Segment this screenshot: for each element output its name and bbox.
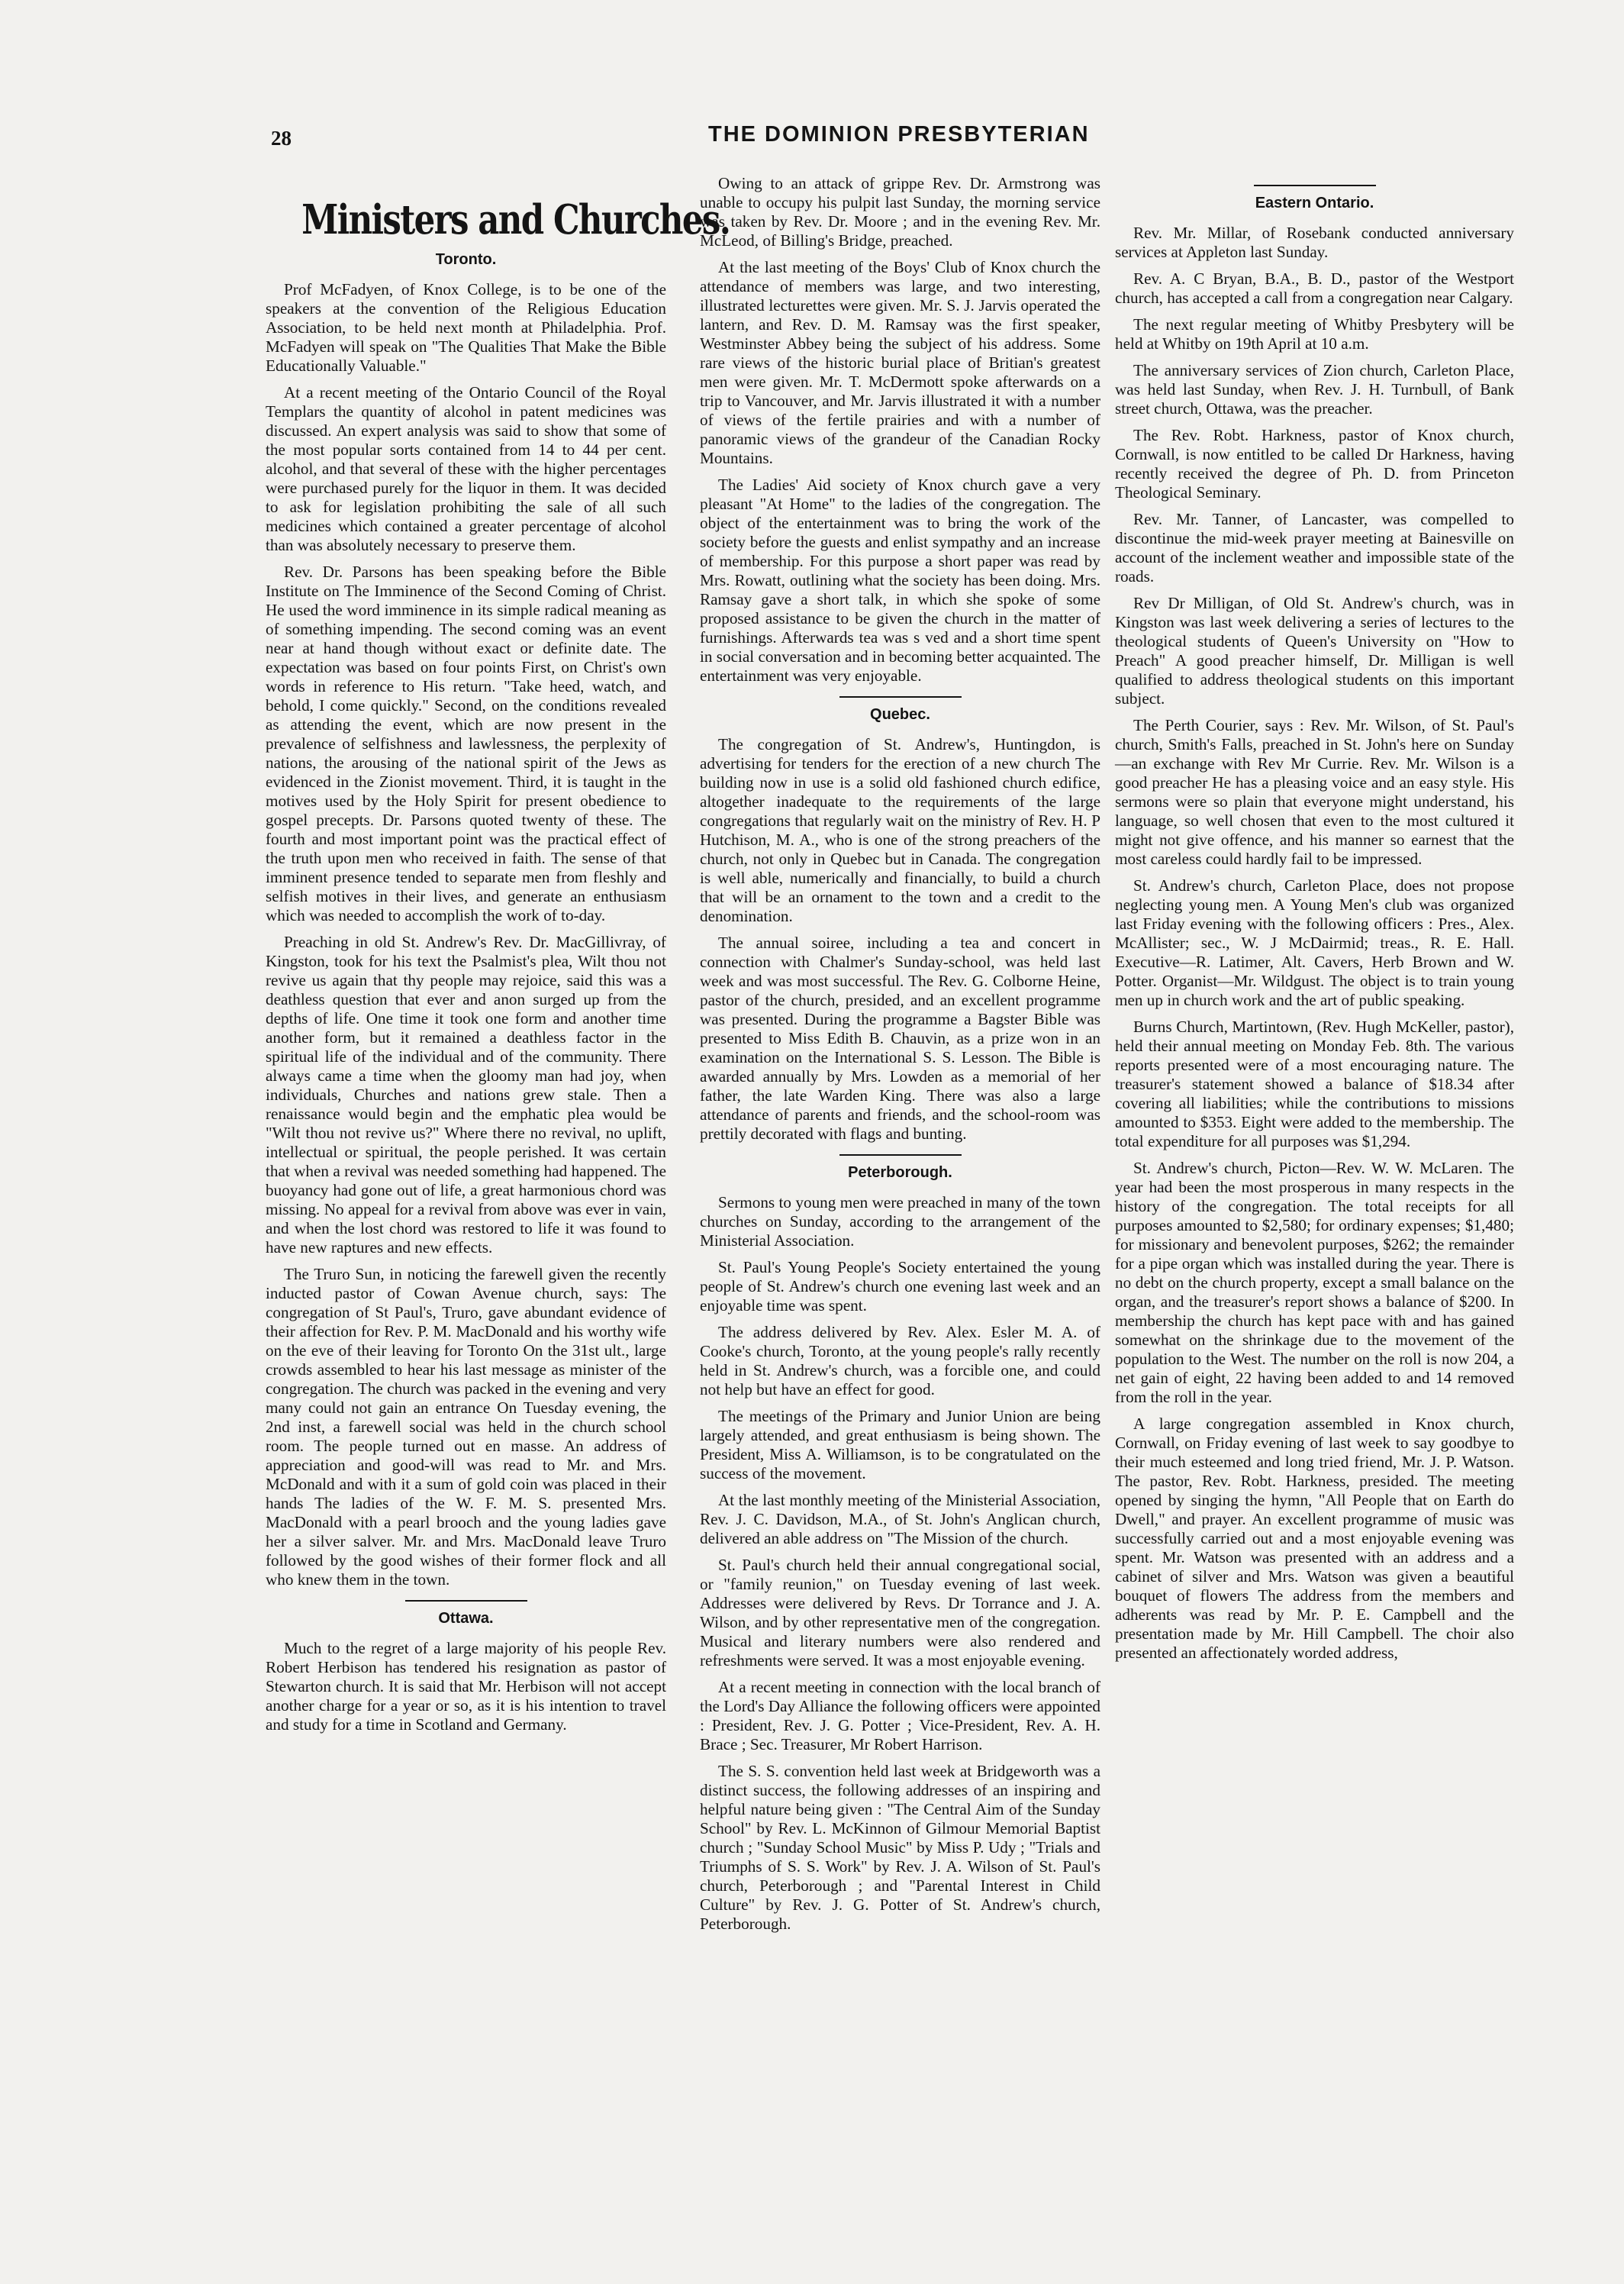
paragraph: The congregation of St. Andrew's, Huntingdon, is advertising for tenders for the erection of a new church The building now in use is a solid old fashioned church edifice, altogether inadequate to the requirements of the large congregations that regularly wait on the ministry of Rev. H. P Hutchison, M. A., who is one of the strong preachers of the church, not only in Quebec but in Canada. The congregation is well able, numerically and financially, to build a church that will be an ornament to the town and a credit to the denomination. — [700, 735, 1100, 925]
section-heading-peterborough: Peterborough. — [848, 1164, 952, 1181]
paragraph: A large congregation assembled in Knox church, Cornwall, on Friday evening of last week to say goodbye to their much esteemed and long tried friend, Mr. J. P. Watson. The pastor, Rev. Robt. Harkness, presided. The meeting opened by singing the hymn, "All People that on Earth do Dwell," and prayer. An excellent programme of music was successfully carried out and a most enjoyable evening was spent. Mr. Watson was presented with an address and a cabinet of silver and Mrs. Watson was given a beautiful bouquet of flowers The address from the members and adherents was read by Mr. P. E. Campbell and the presentation made by Mr. Hill Campbell. The choir also presented an affectionately worded address, — [1115, 1415, 1514, 1662]
running-title: THE DOMINION PRESBYTERIAN — [708, 122, 1090, 147]
paragraph: The Ladies' Aid society of Knox church gave a very pleasant "At Home" to the ladies of the congregation. The object of the entertainment was to bring the work of the society before the guests and enlist sympathy and an increase of membership. For this purpose a short paper was read by Mrs. Rowatt, outlining what the society has been doing. Mrs. Ramsay gave a short talk, in which she spoke of some proposed assistance to be given the church in the matter of furnishings. Afterwards tea was s ved and a short time spent in social conversation and in becoming better acquainted. The entertainment was very enjoyable. — [700, 476, 1101, 685]
paragraph: The Perth Courier, says : Rev. Mr. Wilson, of St. Paul's church, Smith's Falls, preached in St. John's here on Sunday—an exchange with Rev Mr Currie. Rev. Mr. Wilson is a good preacher He has a pleasing voice and an easy style. His sermons were so plain that everyone might understand, his language, so well chosen that even to the most cultured it might not give offence, and his manner so earnest that the most careless could hardly fail to be impressed. — [1115, 716, 1514, 868]
section-divider — [839, 696, 962, 698]
paragraph: The next regular meeting of Whitby Presbytery will be held at Whitby on 19th April at 10 a.m. — [1115, 315, 1514, 353]
section-divider — [405, 1600, 527, 1602]
paragraph: St. Paul's church held their annual congregational social, or "family reunion," on Tuesday evening of last week. Addresses were delivered by Revs. Dr Torrance and J. A. Wilson, and by other representative men of the congregation. Musical and literary numbers were also rendered and refreshments were served. It was a most enjoyable evening. — [700, 1556, 1100, 1669]
section-divider — [839, 1154, 962, 1156]
paragraph: Sermons to young men were preached in many of the town churches on Sunday, according to the arrangement of the Ministerial Association. — [700, 1193, 1100, 1250]
paragraph: At a recent meeting in connection with the local branch of the Lord's Day Alliance the following officers were appointed : President, Rev. J. G. Potter ; Vice-President, Rev. A. H. Brace ; Sec. Treasurer, Mr Robert Harrison. — [700, 1678, 1100, 1753]
paragraph: Owing to an attack of grippe Rev. Dr. Armstrong was unable to occupy his pulpit last Sunday, the morning service was taken by Rev. Dr. Moore ; and in the evening Rev. Mr. McLeod, of Billing's Bridge, preached. — [700, 174, 1100, 250]
paragraph: St. Andrew's church, Picton—Rev. W. W. McLaren. The year had been the most prosperous in many respects in the history of the congregation. The total receipts for all purposes amounted to $2,580; for ordinary expenses; $1,480; for missionary and benevolent purposes, $262; the remainder for a pipe organ which was installed during the year. There is no debt on the church property, except a small balance on the organ, and the treasurer's report shows a balance of $200. In membership the church has kept pace with and has gained somewhat on the shrinkage due to the movement of the population to the West. The number on the roll is now 204, a net gain of eight, 22 having been added to and 14 removed from the roll in the year. — [1115, 1159, 1514, 1406]
paragraph: At the last meeting of the Boys' Club of Knox church the attendance of members was large, and two interesting, illustrated lecturettes were given. Mr. S. J. Jarvis operated the lantern, and Rev. D. M. Ramsay was the first speaker, Westminster Abbey being the subject of his address. Some rare views of the historic burial place of Britian's greatest men were given. Mr. T. McDermott spoke afterwards on a trip to Vancouver, and Mr. Jarvis illustrated it with a number of views of the fertile prairies and with a number of panoramic views of the grandeur of the Canadian Rocky Mountains. — [700, 258, 1100, 467]
article-title: Ministers and Churches. — [301, 196, 730, 244]
paragraph: St. Andrew's church, Carleton Place, does not propose neglecting young men. A Young Men's club was organized last Friday evening with the following officers : Pres., Alex. McAllister; sec., W. J McDairmid; treas., R. E. Hall. Executive—R. Latimer, Alt. Cavers, Herb Brown and W. Potter. Organist—Mr. Wildgust. The object is to train young men up in church work and the art of public speaking. — [1115, 876, 1514, 1009]
paragraph: The Truro Sun, in noticing the farewell given the recently inducted pastor of Cowan Avenue church, says: The congregation of St Paul's, Truro, gave abundant evidence of their affection for Rev. P. M. MacDonald and his worthy wife on the eve of their leaving for Toronto On the 31st ult., large crowds assembled to hear his last message as minister of the congregation. The church was packed in the evening and very many could not gain an entrance On Tuesday evening, the 2nd inst, a farewell social was held in the church school room. The people turned out en masse. An address of appreciation and good-will was read to Mr. and Mrs. McDonald and with it a sum of gold coin was placed in their hands The ladies of the W. F. M. S. presented Mrs. MacDonald with a pearl brooch and the young ladies gave her a silver salver. Mr. and Mrs. MacDonald leave Truro followed by the good wishes of their former flock and all who knew them in the town. — [266, 1265, 666, 1589]
paragraph: St. Paul's Young People's Society entertained the young people of St. Andrew's church one evening last week and an enjoyable time was spent. — [700, 1258, 1100, 1315]
paragraph: The annual soiree, including a tea and concert in connection with Chalmer's Sunday-school, was held last week and was most successful. The Rev. G. Colborne Heine, pastor of the church, presided, and an excellent programme was presented. During the programme a Bagster Bible was presented to Miss Edith B. Chauvin, as a prize won in an examination on the International S. S. Lesson. The Bible is awarded annually by Mrs. Lowden as a memorial of her father, the late Warden King. There was also a large attendance of parents and friends, and the school-room was prettily decorated with flags and bunting. — [700, 934, 1100, 1143]
column-3 — [1115, 174, 1514, 2220]
paragraph: Rev. A. C Bryan, B.A., B. D., pastor of the Westport church, has accepted a call from a congregation near Calgary. — [1115, 269, 1514, 307]
paragraph: The anniversary services of Zion church, Carleton Place, was held last Sunday, when Rev. J. H. Turnbull, of Bank street church, Ottawa, was the preacher. — [1115, 361, 1514, 418]
paragraph: Prof McFadyen, of Knox College, is to be one of the speakers at the convention of the Religious Education Association, to be held next month at Philadelphia. Prof. McFadyen will speak on "The Qualities That Make the Bible Educationally Valuable." — [266, 280, 666, 375]
page-number: 28 — [271, 127, 292, 150]
section-heading-ottawa: Ottawa. — [438, 1610, 494, 1627]
paragraph: Rev. Dr. Parsons has been speaking before the Bible Institute on The Imminence of the Second Coming of Christ. He used the word imminence in its simple radical meaning as of something impending. The second coming was an event near at hand though without exact or definite date. The expectation was based on four points First, on Christ's own words in reference to His return. "Take heed, watch, and behold, I come quickly." Second, on the conditions revealed as attending the event, which are now present in the prevalence of selfishness and lawlessness, the perplexity of nations, the arousing of the national spirit of the Jews as evidenced in the Zionist movement. Third, it is taught in the motives used by the Holy Spirit for present obedience to gospel precepts. Dr. Parsons quoted twenty of these. The fourth and most important point was the practical effect of the truth upon men who received in faith. The sense of that imminent presence tended to separate men from fleshly and selfish motives in their lives, and generate an enthusiasm which was needed to accomplish the work of to-day. — [266, 563, 666, 924]
section-heading-toronto: Toronto. — [435, 251, 497, 268]
column-2 — [700, 174, 1100, 2220]
paragraph: Rev Dr Milligan, of Old St. Andrew's church, was in Kingston was last week delivering a series of lectures to the theological students of Queen's University on "How to Preach" A good preacher himself, Dr. Milligan is well qualified to address theological students on this important subject. — [1115, 594, 1514, 708]
paragraph: At a recent meeting of the Ontario Council of the Royal Templars the quantity of alcohol in patent medicines was discussed. An expert analysis was said to show that some of the most popular sorts contained from 14 to 44 per cent. alcohol, and that several of these with the higher percentages were purchased purely for the liquor in them. It was decided to ask for legislation prohibiting the sale of all such medicines which contained a greater percentage of alcohol than was absolutely necessary to preserve them. — [266, 383, 666, 554]
paragraph: The S. S. convention held last week at Bridgeworth was a distinct success, the following addresses of an inspiring and helpful nature being given : "The Central Aim of the Sunday School" by Rev. L. McKinnon of Gilmour Memorial Baptist church ; "Sunday School Music" by Miss P. Udy ; "Trials and Triumphs of S. S. Work" by Rev. J. A. Wilson of St. Paul's church, Peterborough ; and "Parental Interest in Child Culture" by Rev. J. G. Potter of St. Andrew's church, Peterborough. — [700, 1762, 1100, 1933]
paragraph: Rev. Mr. Millar, of Rosebank conducted anniversary services at Appleton last Sunday. — [1115, 224, 1514, 261]
section-heading-quebec: Quebec. — [870, 706, 930, 723]
paragraph: Preaching in old St. Andrew's Rev. Dr. MacGillivray, of Kingston, took for his text the Psalmist's plea, Wilt thou not revive us again that thy people may rejoice, said this was a deathless question that ever and anon surged up from the depths of life. One time it took one form and another time another form, but it remained a deathless factor in the spiritual life of the individual and of the community. There always came a time when the gloomy man had joy, when individuals, Churches and nations grew stale. Then a renaissance would begin and the emphatic plea would be "Wilt thou not revive us?" Where there no revival, no uplift, intellectual or spiritual, the people perished. It was certain that when a revival was needed something had happened. The buoyancy had gone out of life, a great harmonious chord was missing. No appeal for a revival from above was ever in vain, and when the lost chord was restored to life it was found to have new raptures and new effects. — [266, 933, 666, 1257]
paragraph: The meetings of the Primary and Junior Union are being largely attended, and great enthusiasm is being shown. The President, Miss A. Williamson, is to be congratulated on the success of the movement. — [700, 1407, 1100, 1482]
column-1 — [266, 174, 730, 2220]
section-divider — [1254, 185, 1376, 186]
paragraph: At the last monthly meeting of the Ministerial Association, Rev. J. C. Davidson, M.A., of St. John's Anglican church, delivered an able address on "The Mission of the church. — [700, 1491, 1100, 1547]
paragraph: The address delivered by Rev. Alex. Esler M. A. of Cooke's church, Toronto, at the young people's rally recently held in St. Andrew's church, was a forcible one, and could not help but have an effect for good. — [700, 1323, 1100, 1398]
paragraph: Much to the regret of a large majority of his people Rev. Robert Herbison has tendered his resignation as pastor of Stewarton church. It is said that Mr. Herbison will not accept another charge for a year or so, as it is his intention to travel and study for a time in Scotland and Germany. — [266, 1639, 666, 1734]
paragraph: Burns Church, Martintown, (Rev. Hugh McKeller, pastor), held their annual meeting on Monday Feb. 8th. The various reports presented were of a most encouraging nature. The treasurer's statement showed a balance of $18.34 after covering all liabilities; while the contributions to missions amounted to $353. Eight were added to the membership. The total expenditure for all purposes was $1,294. — [1115, 1018, 1514, 1150]
section-heading-eastern-ontario: Eastern Ontario. — [1255, 195, 1374, 211]
paragraph: The Rev. Robt. Harkness, pastor of Knox church, Cornwall, is now entitled to be called Dr Harkness, having recently received the degree of Ph. D. from Princeton Theological Seminary. — [1115, 426, 1514, 502]
paragraph: Rev. Mr. Tanner, of Lancaster, was compelled to discontinue the mid-week prayer meeting at Bainesville on account of the inclement weather and impossible state of the roads. — [1115, 510, 1514, 586]
